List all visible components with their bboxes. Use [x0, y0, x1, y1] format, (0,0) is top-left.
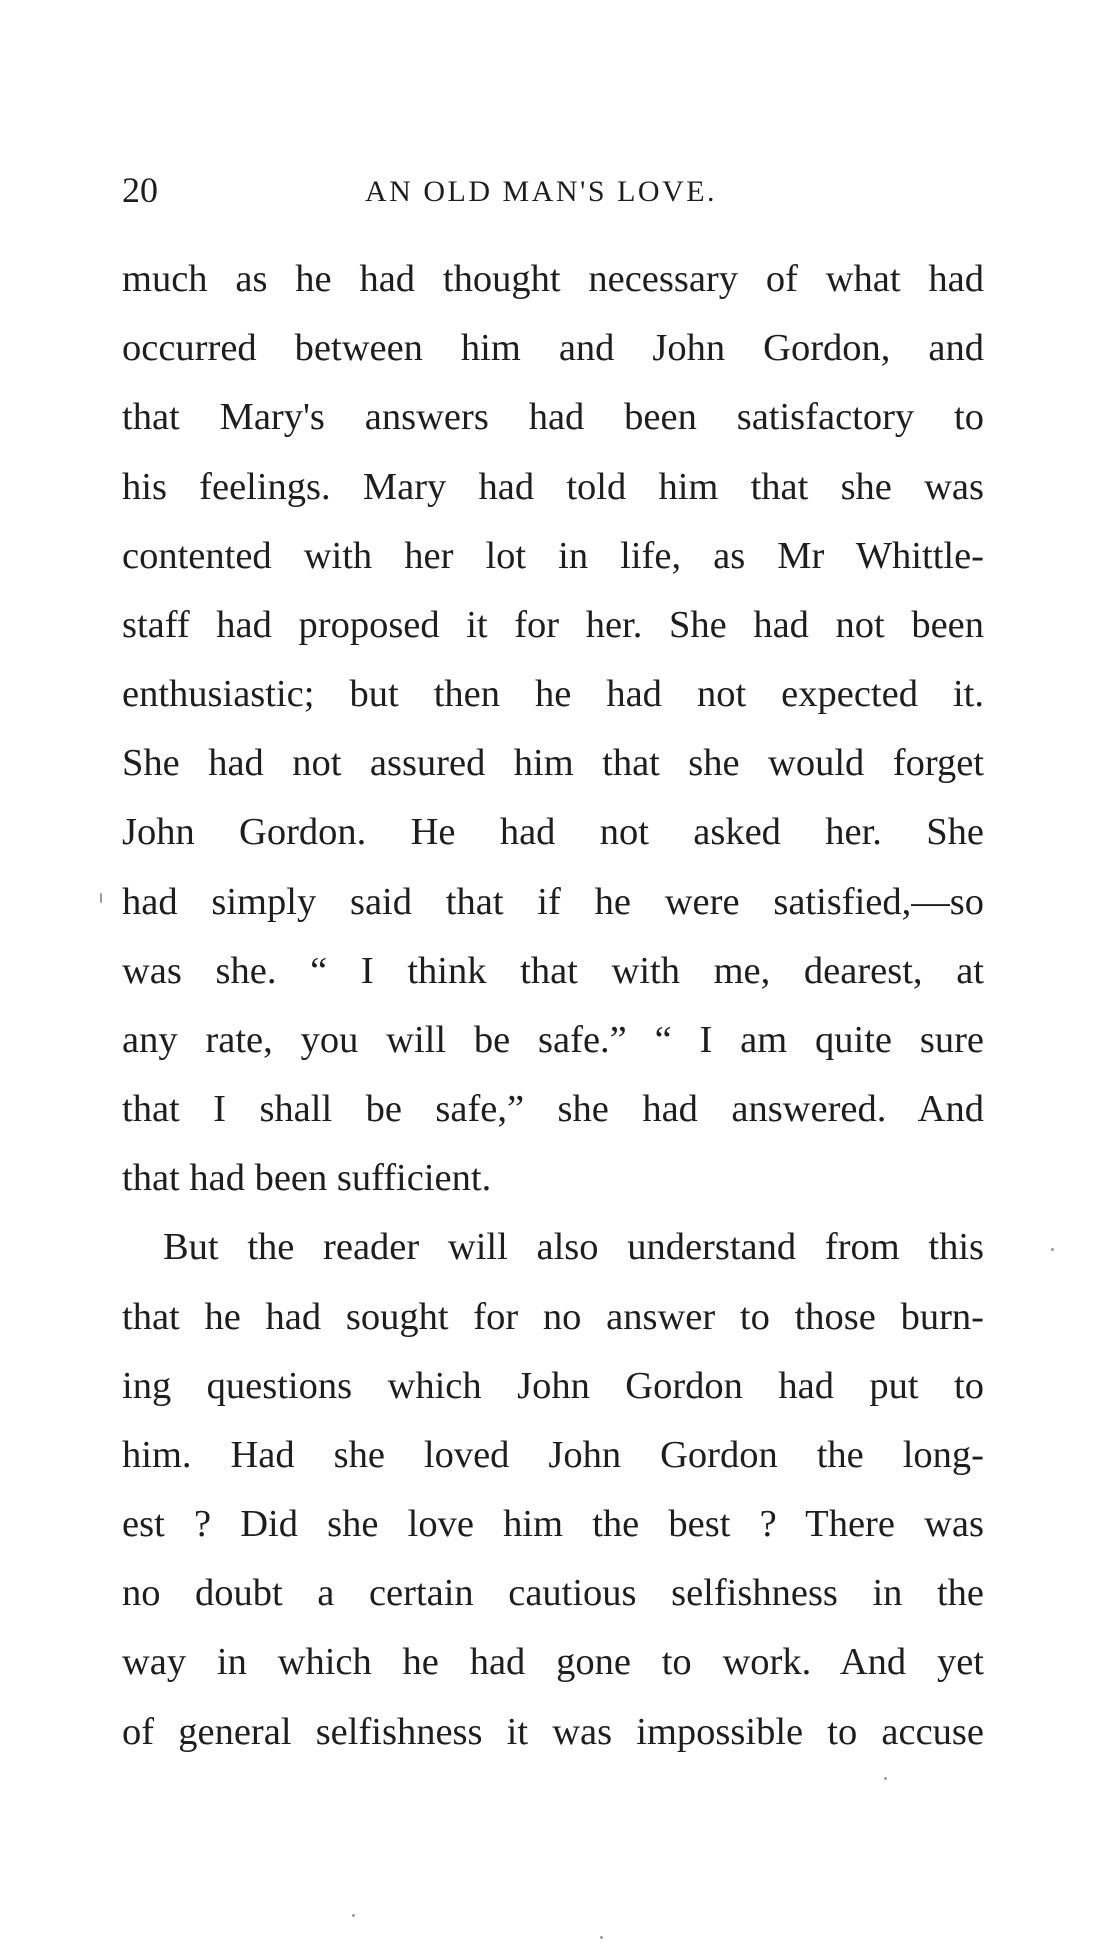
text-line: ing questions which John Gordon had put to	[122, 1365, 984, 1407]
text-line: that had been sufficient.	[122, 1157, 492, 1199]
print-speck	[600, 1936, 603, 1939]
running-title: AN OLD MAN'S LOVE.	[365, 175, 718, 208]
text-line: any rate, you will be safe.” “ I am quite sure	[122, 1019, 984, 1061]
print-speck	[1051, 1248, 1054, 1251]
text-line: enthusiastic; but then he had not expected it.	[122, 673, 984, 715]
text-line: had simply said that if he were satisfied,—so	[122, 881, 984, 923]
page-number: 20	[122, 170, 158, 210]
text-line: She had not assured him that she would forget	[122, 742, 984, 784]
text-line: John Gordon. He had not asked her. She	[122, 811, 984, 853]
text-line: But the reader will also understand from this	[163, 1226, 984, 1268]
text-line: staff had proposed it for her. She had not been	[122, 604, 984, 646]
text-line: was she. “ I think that with me, dearest, at	[122, 950, 984, 992]
text-line: no doubt a certain cautious selfishness in the	[122, 1572, 984, 1614]
text-line: contented with her lot in life, as Mr Whittle-	[122, 535, 984, 577]
text-line: his feelings. Mary had told him that she was	[122, 466, 984, 508]
text-line: him. Had she loved John Gordon the long-	[122, 1434, 984, 1476]
page-header	[122, 166, 984, 214]
text-line: occurred between him and John Gordon, and	[122, 327, 984, 369]
text-line: that I shall be safe,” she had answered. And	[122, 1088, 984, 1130]
text-line: way in which he had gone to work. And yet	[122, 1641, 984, 1683]
text-line: est ? Did she love him the best ? There was	[122, 1503, 984, 1545]
text-line: that Mary's answers had been satisfactory to	[122, 396, 984, 438]
text-line: of general selfishness it was impossible to accuse	[122, 1711, 984, 1753]
text-line: much as he had thought necessary of what had	[122, 258, 984, 300]
print-speck	[352, 1914, 355, 1917]
print-speck	[884, 1777, 887, 1780]
text-line: that he had sought for no answer to those burn-	[122, 1296, 984, 1338]
print-speck	[100, 893, 102, 903]
